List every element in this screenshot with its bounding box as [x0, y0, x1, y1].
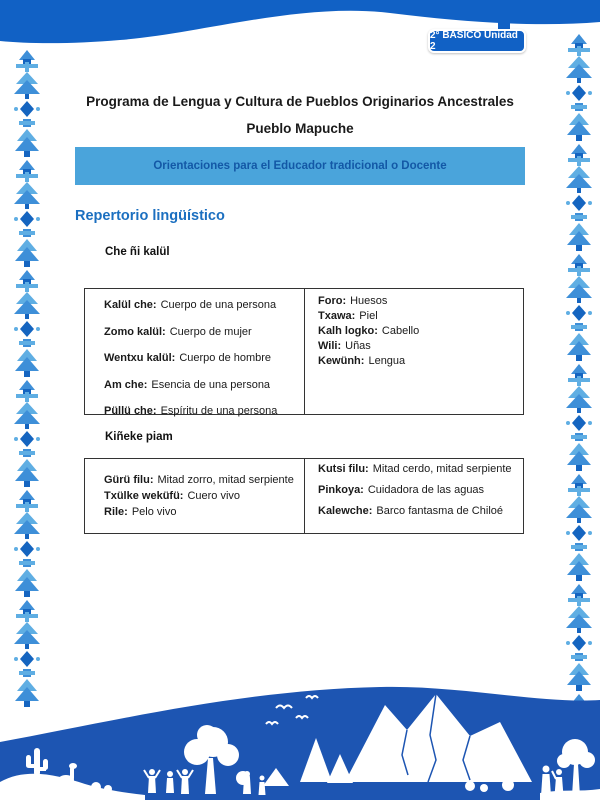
table-column-right — [305, 459, 523, 533]
term-text: Püllü che: — [104, 405, 157, 417]
vocab-entry — [104, 472, 298, 488]
vocab-entry — [318, 324, 517, 339]
vocab-table-myths — [84, 458, 524, 534]
table-column-left — [85, 289, 305, 417]
term-text: Txawa: — [318, 310, 356, 322]
term-text: Zomo kalül: — [104, 325, 166, 338]
vocab-entry — [104, 299, 298, 312]
unit-badge-label: 2° BÁSICO Unidad 2 — [430, 30, 518, 52]
term-text: Am che: — [104, 378, 148, 391]
vocab-entry — [104, 488, 298, 504]
definition-text: Cabello — [381, 325, 420, 337]
definition-text: Mitad cerdo, mitad serpiente — [372, 463, 512, 475]
vocab-subtitle-che-ni-kalul: Che ñi kalül — [105, 246, 170, 258]
definition-text: Mitad zorro, mitad serpiente — [157, 474, 294, 486]
term-text: Pinkoya: — [318, 484, 364, 496]
vocab-entry — [104, 379, 298, 392]
definition-text: Cuerpo de una persona — [160, 299, 277, 311]
vocab-entry — [318, 483, 517, 498]
term-text: Kalül che: — [104, 299, 157, 311]
vocab-entry — [318, 309, 517, 324]
definition-text: Huesos — [350, 295, 388, 307]
definition-text: Espíritu de una persona — [160, 405, 278, 417]
definition-text: Pelo vivo — [131, 506, 177, 518]
term-text: Foro: — [318, 295, 347, 307]
vocab-entry — [104, 326, 298, 339]
orientation-banner-label: Orientaciones para el Educador tradicional o Docente — [153, 160, 447, 172]
term-text: Kalewche: — [318, 505, 373, 517]
term-text: Wili: — [318, 340, 342, 352]
vocab-entry — [318, 294, 517, 309]
vocab-entry — [318, 504, 517, 519]
orientation-banner — [75, 147, 525, 185]
vocab-entry — [318, 462, 517, 477]
table-column-right — [305, 289, 523, 414]
term-text: Gürü filu: — [104, 474, 154, 486]
pueblo-subtitle: Pueblo Mapuche — [246, 121, 354, 136]
definition-text: Cuerpo de mujer — [169, 325, 252, 338]
definition-text: Piel — [359, 310, 378, 322]
right-totem-border-icon — [560, 34, 598, 706]
term-text: Txülke weküfü: — [104, 490, 184, 502]
definition-text: Cuidadora de las aguas — [367, 484, 485, 496]
term-text: Kutsi filu: — [318, 463, 369, 475]
vocab-entry — [318, 354, 517, 369]
vocab-entry — [104, 352, 298, 365]
section-title: Repertorio lingüístico — [75, 208, 225, 224]
left-totem-border-icon — [8, 50, 46, 712]
vocab-table-body-parts — [84, 288, 524, 415]
vocab-subtitle-kineke-piam: Kiñeke piam — [105, 431, 173, 443]
definition-text: Cuero vivo — [187, 490, 241, 502]
definition-text: Barco fantasma de Chiloé — [376, 505, 503, 517]
vocab-entry — [104, 405, 298, 418]
table-column-left — [85, 459, 305, 533]
vocab-entry — [318, 339, 517, 354]
term-text: Kewünh: — [318, 355, 365, 367]
definition-text: Lengua — [368, 355, 406, 367]
unit-badge — [428, 29, 526, 53]
vocab-entry — [104, 504, 298, 520]
definition-text: Uñas — [345, 340, 371, 352]
definition-text: Esencia de una persona — [151, 378, 271, 391]
term-text: Wentxu kalül: — [104, 352, 176, 364]
definition-text: Cuerpo de hombre — [179, 352, 272, 364]
footer-landscape-icon — [0, 680, 600, 800]
term-text: Kalh logko: — [318, 325, 378, 337]
term-text: Rile: — [104, 506, 128, 518]
program-title: Programa de Lengua y Cultura de Pueblos Originarios Ancestrales — [86, 94, 514, 109]
